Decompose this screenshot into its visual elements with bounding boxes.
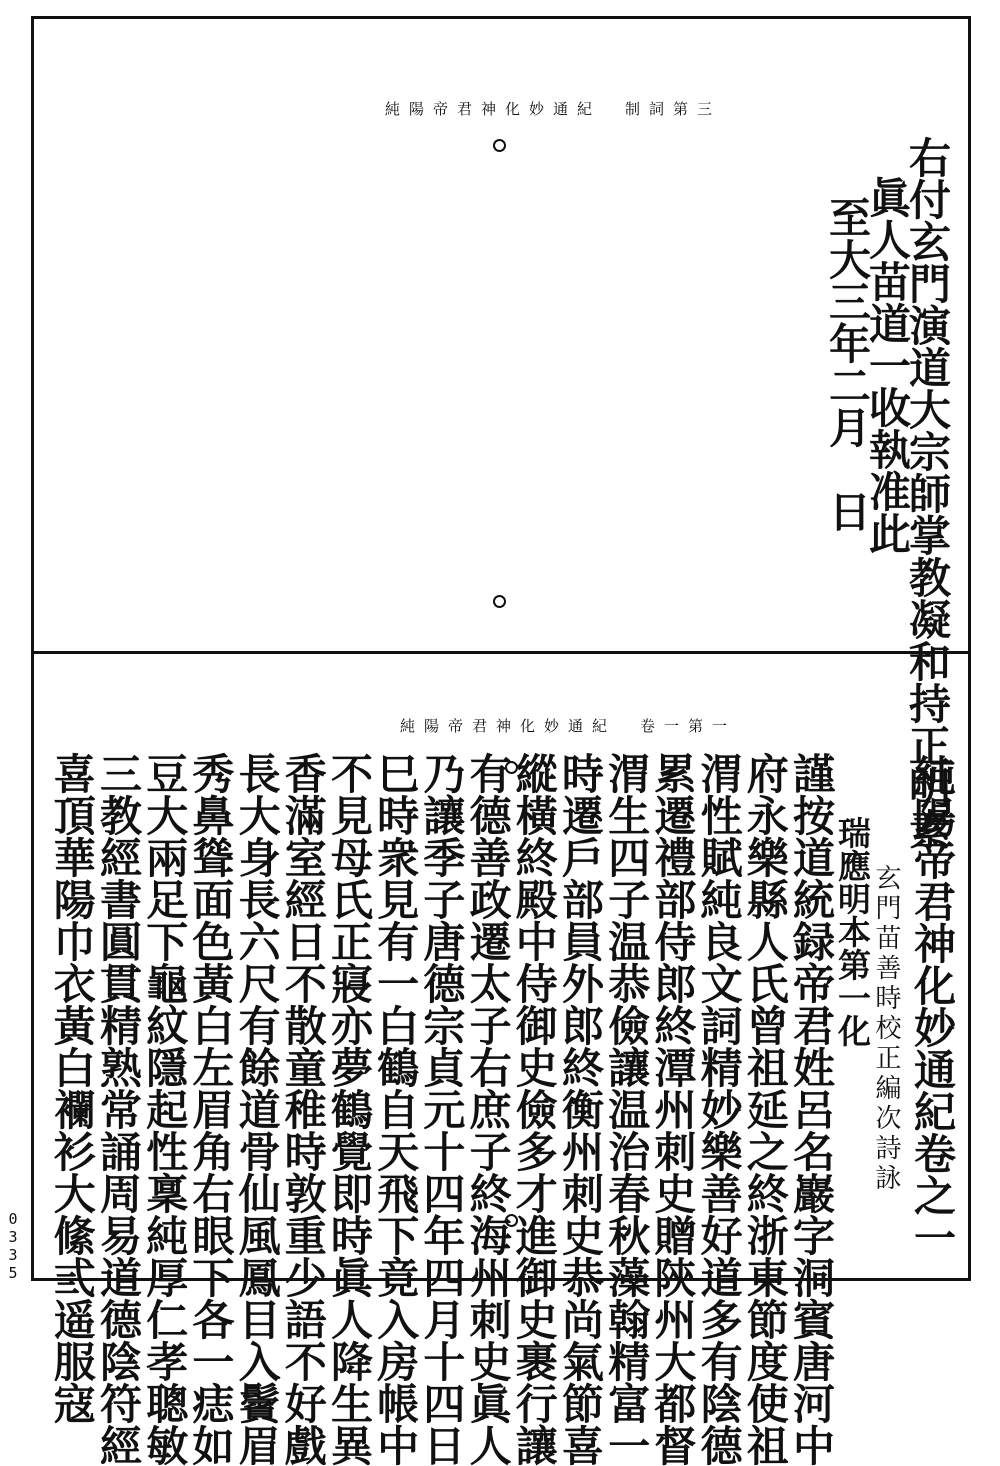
body-line-13: 長大身長六尺有餘道骨仙風鳳目入鬢眉 [232,752,282,1466]
binding-circle-top-1 [493,139,506,152]
page-number-digit: 0 [8,1210,18,1228]
body-line-10: 巳時衆見有一白鶴自天飛下竟入房帳中 [371,752,421,1466]
body-line-14: 秀鼻聳面色黃白左眉角右眼下各一痣如 [186,752,236,1466]
body-line-6: 時遷戶部員外郎終衡州刺史恭尚氣節喜 [556,752,605,1466]
running-head-bottom: 純陽帝君神化妙通紀 卷一第一 [400,717,737,735]
page-number [4,1210,22,1282]
page-number-digit: 3 [8,1246,18,1264]
page-number-digit: 5 [8,1264,18,1282]
chapter-title: 瑞應明本第一化 [833,816,872,1047]
body-line-5: 渭生四子温恭儉讓温治春秋藻翰精富一 [602,752,652,1466]
top-line-2: 眞人苗道一收執准此 [863,176,912,554]
body-line-9: 乃讓季子唐德宗貞元十四年四月十四日 [417,752,467,1466]
body-line-7: 縱橫終殿中侍御史儉多才進御史裹行讓 [509,752,559,1466]
body-line-8: 有德善政遷太子右庶子終海州刺史眞人 [463,752,513,1466]
binding-circle-top-2 [493,595,506,608]
top-line-3: 至大三年二月 日 [823,196,872,532]
top-line-1: 右付玄門演道大宗師掌教凝和持正明素 [903,136,952,850]
body-line-15: 豆大兩足下龜紋隱起性稟純厚仁孝聰敏 [140,752,190,1466]
body-line-4: 累遷禮部侍郎終潭州刺史贈陝州大都督 [648,752,698,1466]
book-title: 純陽帝君神化妙通紀卷之一 [908,754,957,1258]
body-line-1: 謹按道統録帝君姓呂名巖字洞賓唐河中 [787,752,836,1466]
body-line-12: 香滿室經日不散童稚時敦重少語不好戲 [278,752,328,1466]
body-line-16: 三教經書圓貫精熟常誦周易道德陰符經 [94,752,143,1466]
running-head-top: 純陽帝君神化妙通紀 制詞第三 [385,100,722,118]
editor-credit: 玄門苗善時校正編次詩詠 [871,864,901,1194]
page-number-digit: 3 [8,1228,18,1246]
body-line-2: 府永樂縣人氏曾祖延之終浙東節度使祖 [740,752,790,1466]
body-line-11: 不見母氏正寢亦夢鶴覺即時眞人降生異 [325,752,374,1466]
body-line-3: 渭性賦純良文詞精妙樂善好道多有陰德 [694,752,744,1466]
page-divider [31,651,971,654]
body-line-17: 喜頂華陽巾衣黃白襴衫大絛弎遥服寇 [47,752,97,1424]
